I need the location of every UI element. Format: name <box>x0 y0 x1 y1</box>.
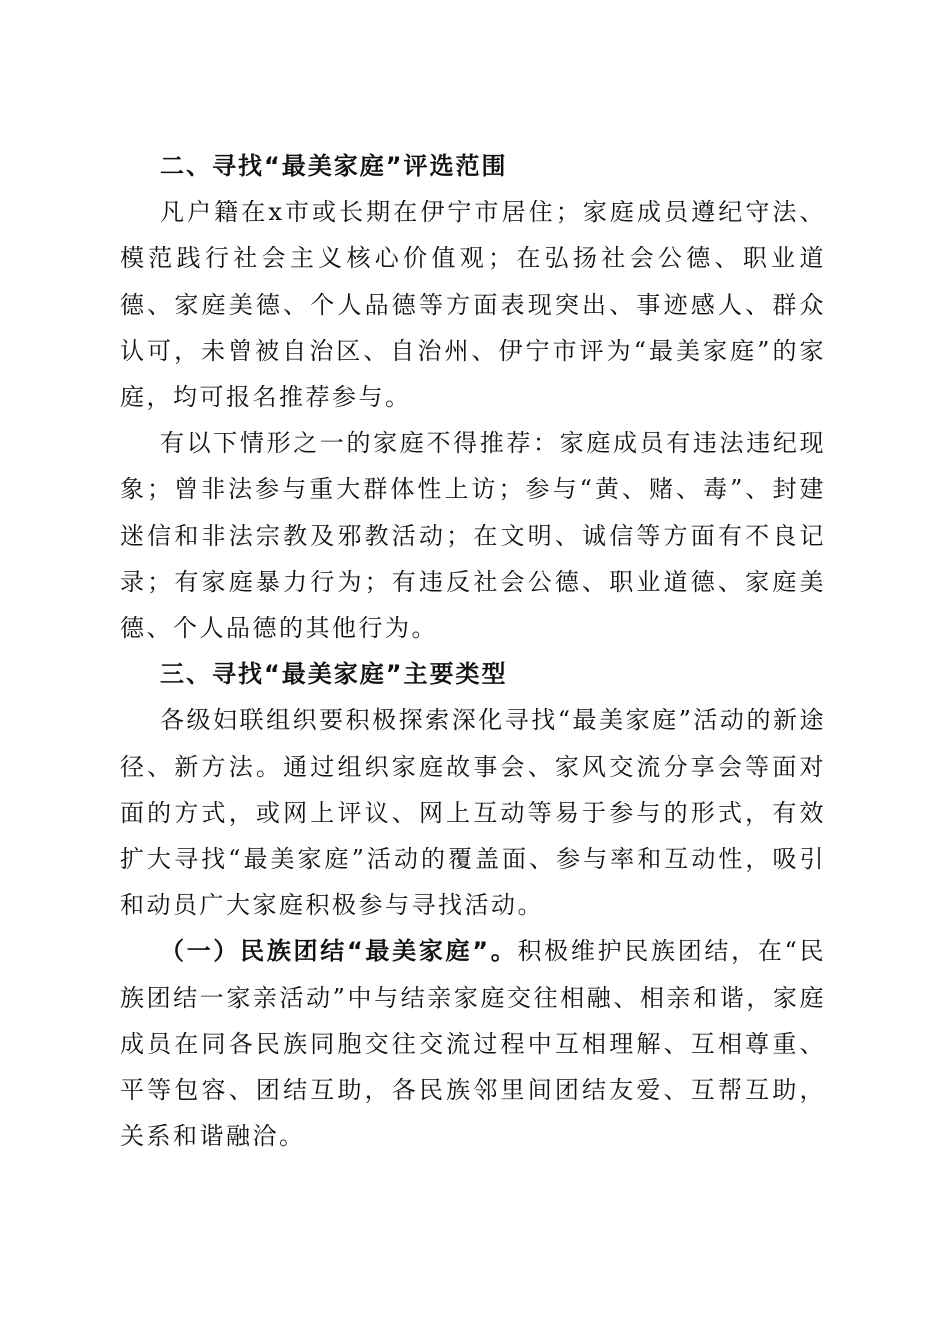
subsection-1-text: 积极维护民族团结，在“民族团结一家亲活动”中与结亲家庭交往相融、相亲和谐，家庭成员在同各民族同胞交往交流过程中互相理解、互相尊重、平等包容、团结互助，各民族邻里间团结友爱、互帮互助，关系和谐融洽。 <box>120 937 826 1151</box>
document-body <box>120 143 826 1159</box>
section-2-heading: 二、寻找“最美家庭”评选范围 <box>160 152 508 180</box>
section-3-heading: 三、寻找“最美家庭”主要类型 <box>160 660 508 689</box>
subsection-1-paragraph <box>120 928 826 1159</box>
subsection-1-lead: （一）民族团结“最美家庭”。 <box>160 937 518 966</box>
section-3-paragraph-intro: 各级妇联组织要积极探索深化寻找“最美家庭”活动的新途径、新方法。通过组织家庭故事会、家风交流分享会等面对面的方式，或网上评议、网上互动等易于参与的形式，有效扩大寻找“最美家庭”活动的覆盖面、参与率和互动性，吸引和动员广大家庭积极参与寻找活动。 <box>120 706 826 920</box>
section-2-paragraph-eligibility: 凡户籍在x市或长期在伊宁市居住；家庭成员遵纪守法、模范践行社会主义核心价值观；在弘扬社会公德、职业道德、家庭美德、个人品德等方面表现突出、事迹感人、群众认可，未曾被自治区、自治州、伊宁市评为“最美家庭”的家庭，均可报名推荐参与。 <box>120 198 826 412</box>
section-2-paragraph-exclusions: 有以下情形之一的家庭不得推荐：家庭成员有违法违纪现象；曾非法参与重大群体性上访；参与“黄、赌、毒”、封建迷信和非法宗教及邪教活动；在文明、诚信等方面有不良记录；有家庭暴力行为；有违反社会公德、职业道德、家庭美德、个人品德的其他行为。 <box>120 429 826 643</box>
